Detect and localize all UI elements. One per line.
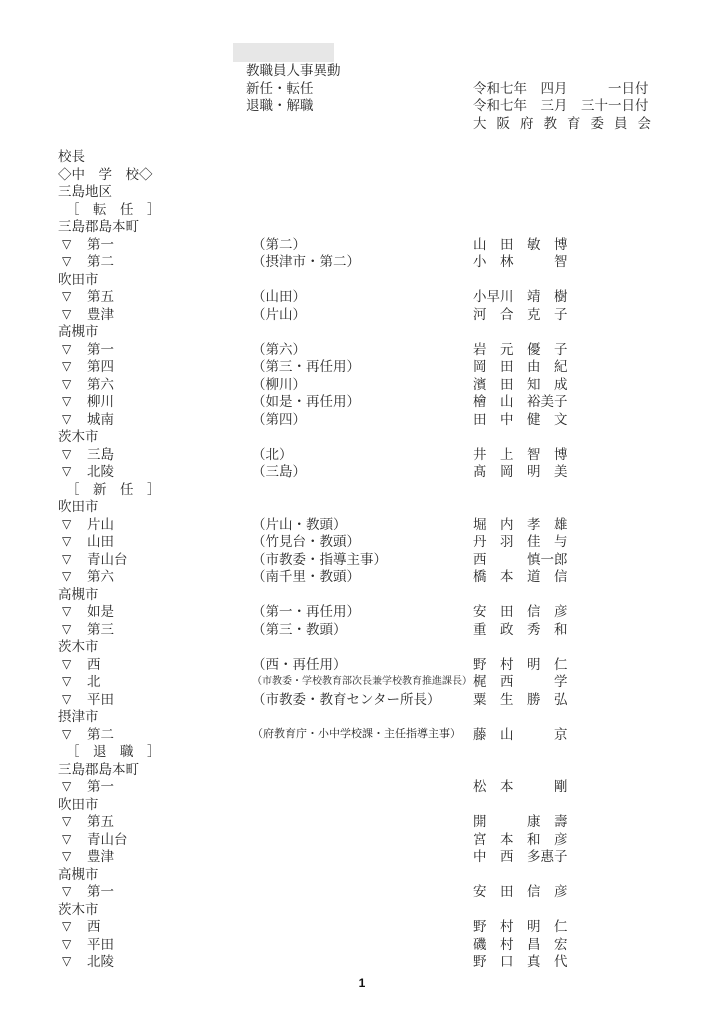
previous-position: （西・再任用）	[252, 656, 347, 672]
school-name: 第一	[87, 341, 114, 357]
document-line	[0, 533, 724, 551]
previous-position: （第三・再任用）	[252, 359, 360, 374]
triangle-down-icon: ▽	[62, 236, 72, 251]
triangle-down-icon: ▽	[62, 604, 72, 618]
previous-position: （竹見台・教頭）	[252, 534, 360, 549]
triangle-down-icon: ▽	[62, 779, 72, 793]
person-name: 野 村 明 仁	[473, 919, 568, 934]
person-name: 井 上 智 博	[473, 446, 568, 462]
person-name: 磯 村 昌 宏	[473, 936, 568, 952]
document-line	[0, 551, 724, 569]
person-name: 山 田 敏 博	[473, 236, 568, 252]
person-name: 野 口 真 代	[473, 954, 568, 969]
person-name: 松 本 剛	[473, 779, 568, 794]
line-text: ◇中 学 校◇	[58, 166, 153, 182]
school-name: 平田	[87, 936, 114, 952]
school-name: 青山台	[87, 831, 128, 847]
person-name: 髙 岡 明 美	[473, 464, 568, 479]
triangle-down-icon: ▽	[62, 411, 72, 426]
person-name: 岩 元 優 子	[473, 341, 568, 357]
document-line	[0, 761, 724, 779]
person-name: 野 村 明 仁	[473, 656, 568, 672]
triangle-down-icon: ▽	[62, 726, 72, 741]
document-line	[0, 393, 724, 411]
school-name: 平田	[87, 691, 114, 707]
triangle-down-icon: ▽	[62, 254, 72, 268]
document-line	[0, 883, 724, 901]
triangle-down-icon: ▽	[62, 516, 72, 531]
previous-position: （第三・教頭）	[252, 621, 347, 637]
school-name: 第二	[87, 254, 114, 269]
school-name: 如是	[87, 604, 114, 619]
previous-position: （如是・再任用）	[252, 394, 360, 409]
previous-position: （第四）	[252, 411, 306, 427]
triangle-down-icon: ▽	[62, 884, 72, 898]
person-name: 濱 田 知 成	[473, 376, 568, 392]
school-name: 青山台	[87, 551, 128, 567]
line-text: 高槻市	[58, 866, 99, 882]
person-name: 丹 羽 佳 与	[473, 534, 568, 549]
person-name: 西 慎一郎	[473, 551, 568, 567]
person-name: 小早川 靖 樹	[473, 289, 568, 304]
person-name: 宮 本 和 彦	[473, 831, 568, 847]
document-line	[0, 621, 724, 639]
document-line	[0, 743, 724, 761]
previous-position: （府教育庁・小中学校課・主任指導主事）	[252, 727, 461, 740]
person-name: 開 康 壽	[473, 814, 568, 829]
redaction-box	[233, 43, 334, 62]
line-text: 三島郡島本町	[58, 219, 139, 234]
line-text: ［ 新 任 ］	[66, 481, 161, 497]
document-line	[0, 603, 724, 621]
document-line	[0, 323, 724, 341]
triangle-down-icon: ▽	[62, 376, 72, 391]
person-name: 橋 本 道 信	[473, 569, 568, 584]
person-name: 梶 西 学	[473, 674, 568, 689]
triangle-down-icon: ▽	[62, 534, 72, 548]
person-name: 小 林 智	[473, 254, 568, 269]
document-line	[0, 428, 724, 446]
previous-position: （第一・再任用）	[252, 604, 360, 619]
previous-position: （片山・教頭）	[252, 516, 347, 532]
line-text: 三島郡島本町	[58, 761, 139, 777]
triangle-down-icon: ▽	[62, 919, 72, 933]
school-name: 第五	[87, 289, 114, 304]
school-name: 北	[87, 674, 101, 689]
document-line	[0, 481, 724, 499]
previous-position: （北）	[252, 446, 293, 462]
document-line	[0, 866, 724, 884]
previous-position: （柳川）	[252, 376, 306, 392]
line-text: 三島地区	[58, 184, 112, 199]
school-name: 西	[87, 919, 101, 934]
document-line	[0, 498, 724, 516]
document-line	[0, 936, 724, 954]
page-number: 1	[358, 976, 366, 990]
triangle-down-icon: ▽	[62, 849, 72, 863]
document-line	[0, 586, 724, 604]
document-line	[0, 236, 724, 254]
school-name: 第三	[87, 621, 114, 637]
document-line	[0, 726, 724, 744]
previous-position: （三島）	[252, 464, 306, 479]
person-name: 安 田 信 彦	[473, 884, 568, 899]
issuing-authority: 大阪府教育委員会	[473, 115, 661, 131]
document-line	[0, 341, 724, 359]
header-category-appointments: 新任・転任	[246, 80, 314, 96]
line-text: ［ 退 職 ］	[66, 744, 161, 759]
document-line	[0, 901, 724, 919]
document-line	[0, 656, 724, 674]
document-line	[0, 691, 724, 709]
triangle-down-icon: ▽	[62, 446, 72, 461]
document-line	[0, 516, 724, 534]
document-line	[0, 358, 724, 376]
previous-position: （山田）	[252, 289, 306, 304]
document-line	[0, 288, 724, 306]
person-name: 檜 山 裕美子	[473, 394, 568, 409]
school-name: 第六	[87, 376, 114, 392]
document-line	[0, 848, 724, 866]
triangle-down-icon: ▽	[62, 394, 72, 408]
document-line	[0, 708, 724, 726]
school-name: 三島	[87, 446, 114, 462]
document-line	[0, 953, 724, 971]
person-name: 田 中 健 文	[473, 411, 568, 427]
line-text: 吹田市	[58, 796, 99, 812]
line-text: 茨木市	[58, 429, 99, 444]
previous-position: （市教委・学校教育部次長兼学校教育推進課長）	[252, 676, 472, 687]
document-line	[0, 638, 724, 656]
school-name: 第二	[87, 726, 114, 742]
document-line	[0, 376, 724, 394]
school-name: 第四	[87, 359, 114, 374]
triangle-down-icon: ▽	[62, 814, 72, 828]
school-name: 片山	[87, 516, 114, 532]
document-title: 教職員人事異動	[246, 63, 341, 78]
document-line	[0, 673, 724, 691]
line-text: 吹田市	[58, 271, 99, 287]
triangle-down-icon: ▽	[62, 954, 72, 968]
previous-position: （南千里・教頭）	[252, 569, 360, 584]
line-text: 摂津市	[58, 709, 99, 724]
document-line	[0, 831, 724, 849]
school-name: 柳川	[87, 394, 114, 409]
school-name: 第一	[87, 884, 114, 899]
line-text: 高槻市	[58, 324, 99, 339]
document-line	[0, 568, 724, 586]
school-name: 城南	[87, 411, 114, 427]
school-name: 北陵	[87, 464, 114, 479]
school-name: 第一	[87, 779, 114, 794]
document-line	[0, 796, 724, 814]
document-line	[0, 271, 724, 289]
header-category-retirements: 退職・解職	[246, 98, 314, 113]
triangle-down-icon: ▽	[62, 551, 72, 566]
previous-position: （第二）	[252, 236, 306, 252]
document-line	[0, 306, 724, 324]
triangle-down-icon: ▽	[62, 306, 72, 321]
school-name: 豊津	[87, 306, 114, 322]
school-name: 山田	[87, 534, 114, 549]
person-name: 岡 田 由 紀	[473, 359, 568, 374]
school-name: 西	[87, 656, 101, 672]
person-name: 粟 生 勝 弘	[473, 691, 568, 707]
document-line	[0, 148, 724, 166]
document-line	[0, 253, 724, 271]
school-name: 豊津	[87, 849, 114, 864]
line-text: 茨木市	[58, 639, 99, 654]
previous-position: （第六）	[252, 341, 306, 357]
triangle-down-icon: ▽	[62, 674, 72, 688]
document-line	[0, 918, 724, 936]
person-name: 中 西 多惠子	[473, 849, 568, 864]
person-name: 重 政 秀 和	[473, 621, 568, 637]
document-body	[0, 148, 724, 971]
line-text: ［ 転 任 ］	[66, 201, 161, 217]
person-name: 安 田 信 彦	[473, 604, 568, 619]
document-line	[0, 218, 724, 236]
person-name: 藤 山 京	[473, 726, 568, 742]
triangle-down-icon: ▽	[62, 656, 72, 671]
school-name: 第五	[87, 814, 114, 829]
triangle-down-icon: ▽	[62, 691, 72, 706]
previous-position: （片山）	[252, 306, 306, 322]
line-text: 高槻市	[58, 586, 99, 602]
triangle-down-icon: ▽	[62, 621, 72, 636]
person-name: 堀 内 孝 雄	[473, 516, 568, 532]
document-line	[0, 813, 724, 831]
document-line	[0, 463, 724, 481]
triangle-down-icon: ▽	[62, 569, 72, 583]
document-line	[0, 446, 724, 464]
line-text: 吹田市	[58, 499, 99, 514]
school-name: 第六	[87, 569, 114, 584]
document-line	[0, 183, 724, 201]
triangle-down-icon: ▽	[62, 464, 72, 478]
triangle-down-icon: ▽	[62, 936, 72, 951]
document-line	[0, 411, 724, 429]
previous-position: （市教委・指導主事）	[252, 551, 387, 567]
previous-position: （市教委・教育センター所長）	[252, 691, 441, 707]
person-name: 河 合 克 子	[473, 306, 568, 322]
document-line	[0, 778, 724, 796]
school-name: 第一	[87, 236, 114, 252]
document-line	[0, 166, 724, 184]
line-text: 校長	[58, 149, 85, 164]
header-date-retirements: 令和七年 三月 三十一日付	[473, 98, 649, 113]
school-name: 北陵	[87, 954, 114, 969]
triangle-down-icon: ▽	[62, 341, 72, 356]
line-text: 茨木市	[58, 901, 99, 917]
triangle-down-icon: ▽	[62, 359, 72, 373]
header-date-appointments: 令和七年 四月 一日付	[473, 80, 649, 96]
document-line	[0, 201, 724, 219]
triangle-down-icon: ▽	[62, 289, 72, 303]
previous-position: （摂津市・第二）	[252, 254, 360, 269]
triangle-down-icon: ▽	[62, 831, 72, 846]
